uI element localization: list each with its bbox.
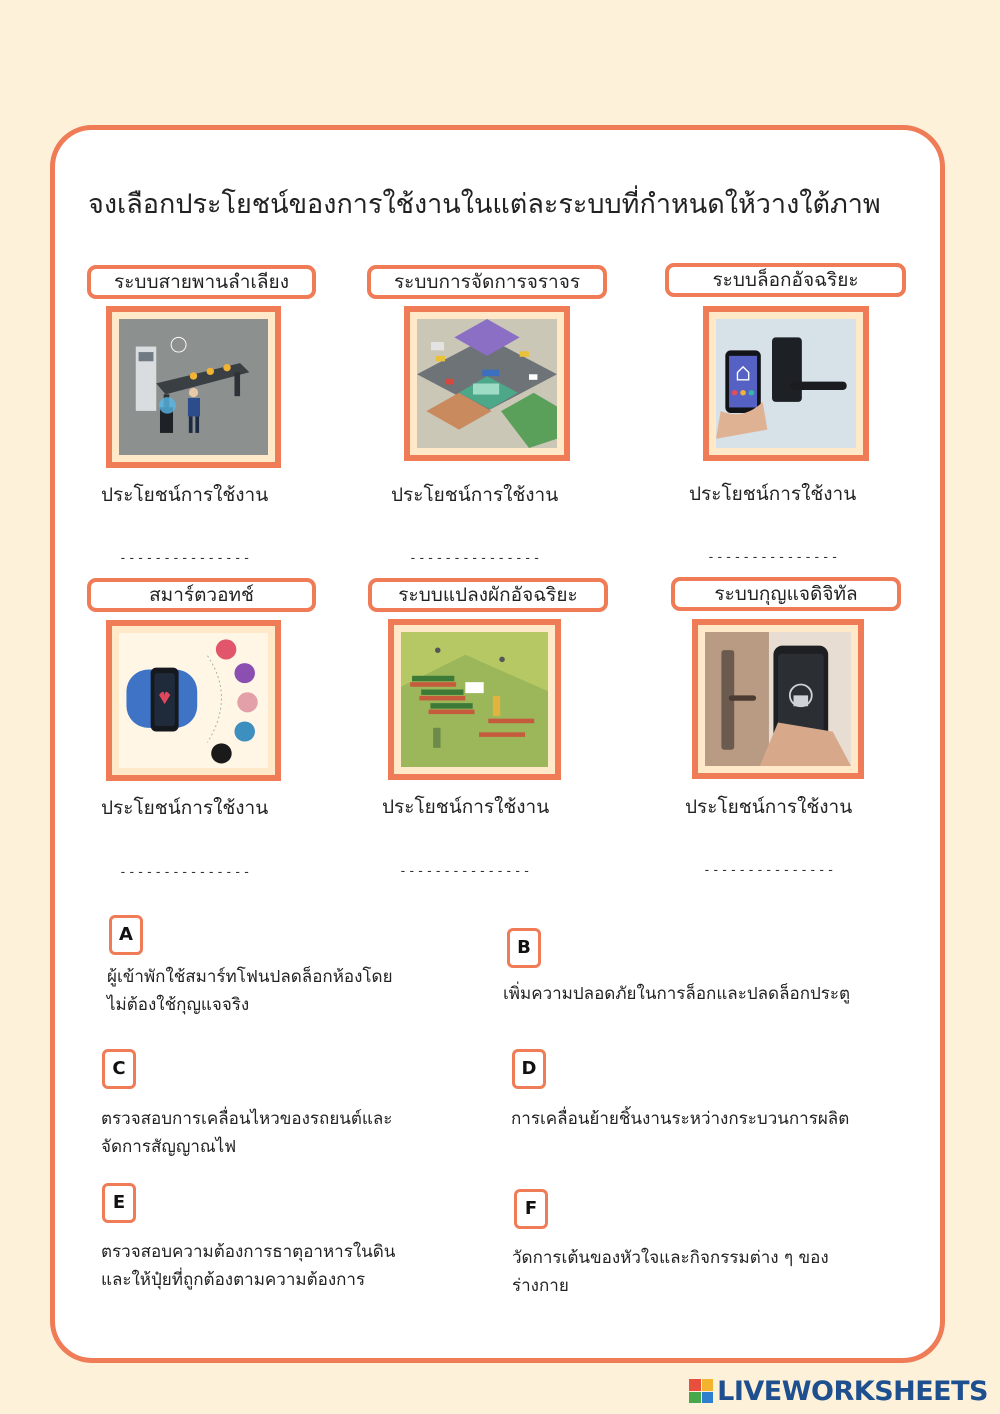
option-f-text-line1: วัดการเต้นของหัวใจและกิจกรรมต่าง ๆ ของ xyxy=(512,1248,829,1268)
traffic-illustration xyxy=(417,319,557,448)
option-e-text-line2: และให้ปุ๋ยที่ถูกต้องตามความต้องการ xyxy=(101,1270,366,1290)
smartwatch-illustration xyxy=(119,633,268,768)
answer-blank-smart-farm[interactable]: --------------- xyxy=(399,864,532,879)
option-d-text-line1: การเคลื่อนย้ายชิ้นงานระหว่างกระบวนการผลิต xyxy=(511,1109,850,1129)
benefit-label-smartwatch: ประโยชน์การใช้งาน xyxy=(101,797,269,819)
benefit-label-digital-key: ประโยชน์การใช้งาน xyxy=(685,796,853,818)
option-b-tile[interactable]: B xyxy=(507,928,541,968)
label-smart-farm: ระบบแปลงผักอัจฉริยะ xyxy=(368,578,608,612)
liveworksheets-wordmark: LIVEWORKSHEETS xyxy=(717,1375,988,1407)
image-digital-key xyxy=(692,619,864,779)
worksheet-title: จงเลือกประโยชน์ของการใช้งานในแต่ละระบบที่กำหนดให้วางใต้ภาพ xyxy=(88,189,881,220)
benefit-label-smart-lock: ประโยชน์การใช้งาน xyxy=(689,483,857,505)
image-conveyor xyxy=(106,306,281,468)
option-a-text-line1: ผู้เข้าพักใช้สมาร์ทโฟนปลดล็อกห้องโดย xyxy=(107,967,393,987)
option-e-text-line1: ตรวจสอบความต้องการธาตุอาหารในดิน xyxy=(101,1242,396,1262)
option-f-text-line2: ร่างกาย xyxy=(512,1276,569,1296)
digital-key-photo xyxy=(705,632,851,766)
label-digital-key: ระบบกุญแจดิจิทัล xyxy=(671,577,901,611)
answer-blank-digital-key[interactable]: --------------- xyxy=(703,863,836,878)
option-c-text-line1: ตรวจสอบการเคลื่อนไหวของรถยนต์และ xyxy=(101,1109,393,1129)
option-a-text-line2: ไม่ต้องใช้กุญแจจริง xyxy=(107,995,250,1015)
option-e-tile[interactable]: E xyxy=(102,1183,136,1223)
option-c-tile[interactable]: C xyxy=(102,1049,136,1089)
answer-blank-smart-lock[interactable]: --------------- xyxy=(707,550,840,565)
liveworksheets-logo[interactable] xyxy=(689,1376,988,1406)
label-smartwatch: สมาร์ตวอทช์ xyxy=(87,578,316,612)
answer-blank-conveyor[interactable]: --------------- xyxy=(119,551,252,566)
smart-farm-illustration xyxy=(401,632,548,767)
benefit-label-conveyor: ประโยชน์การใช้งาน xyxy=(101,484,269,506)
option-c-text-line2: จัดการสัญญาณไฟ xyxy=(101,1137,237,1157)
label-smart-lock: ระบบล็อกอัจฉริยะ xyxy=(665,263,906,297)
benefit-label-traffic: ประโยชน์การใช้งาน xyxy=(391,484,559,506)
option-d-tile[interactable]: D xyxy=(512,1049,546,1089)
image-smart-lock xyxy=(703,306,869,461)
image-traffic xyxy=(404,306,570,461)
conveyor-illustration xyxy=(119,319,268,455)
answer-blank-traffic[interactable]: --------------- xyxy=(409,551,542,566)
smart-lock-photo xyxy=(716,319,856,448)
image-smartwatch xyxy=(106,620,281,781)
label-conveyor: ระบบสายพานลำเลียง xyxy=(87,265,316,299)
label-traffic: ระบบการจัดการจราจร xyxy=(367,265,607,299)
option-f-tile[interactable]: F xyxy=(514,1189,548,1229)
answer-blank-smartwatch[interactable]: --------------- xyxy=(119,865,252,880)
option-b-text-line1: เพิ่มความปลอดภัยในการล็อกและปลดล็อกประตู xyxy=(503,984,851,1004)
liveworksheets-icon xyxy=(689,1379,713,1403)
benefit-label-smart-farm: ประโยชน์การใช้งาน xyxy=(382,796,550,818)
image-smart-farm xyxy=(388,619,561,780)
option-a-tile[interactable]: A xyxy=(109,915,143,955)
